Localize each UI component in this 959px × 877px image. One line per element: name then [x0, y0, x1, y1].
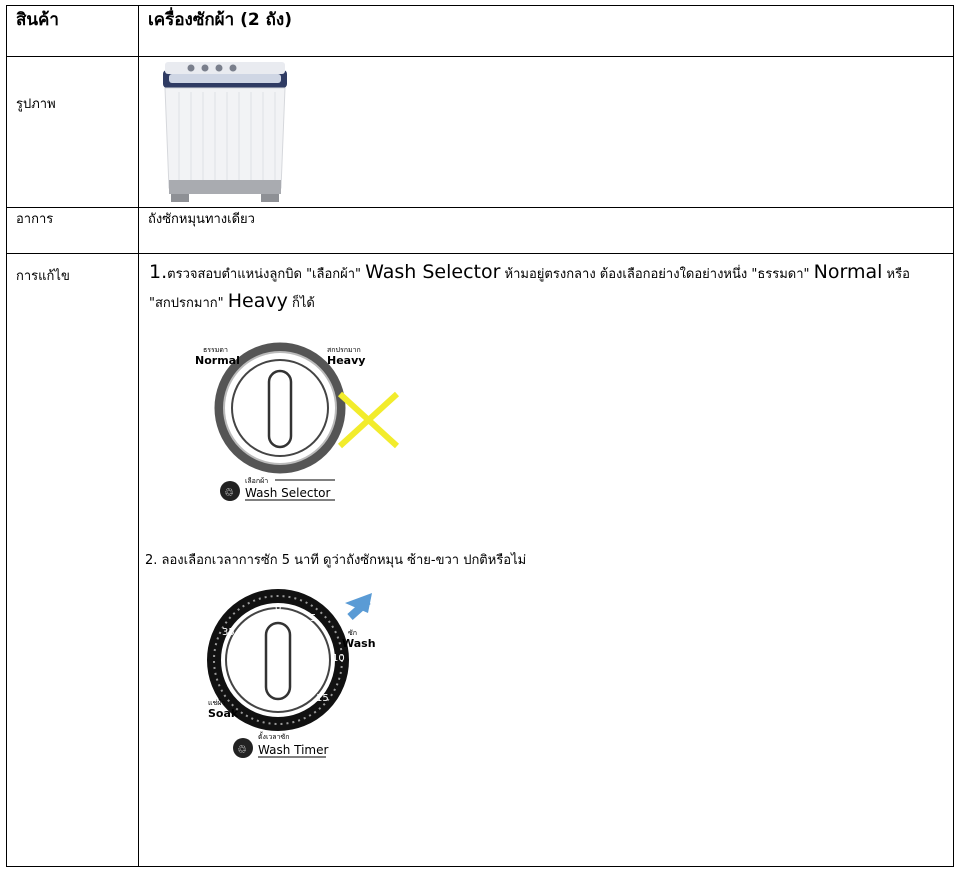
fix-label: การแก้ไข	[16, 269, 70, 284]
product-table	[6, 5, 954, 867]
header-label: สินค้า	[16, 10, 59, 30]
symptom-label: อาการ	[16, 212, 54, 227]
fix-step-1: 1.ตรวจสอบตำแหน่งลูกบิด "เลือกผ้า" Wash Selector ห้ามอยู่ตรงกลาง ต้องเลือกอย่างใดอย่างหนึ่ง "ธรรมดา" Normal หรือ "สกปรกมาก" Heavy ก็ได้	[149, 261, 910, 312]
svg-text:Soak: Soak	[208, 707, 239, 720]
wash-timer-dial-figure	[200, 585, 390, 765]
svg-text:ตั้งเวลาซัก: ตั้งเวลาซัก	[258, 733, 290, 741]
svg-text:35: 35	[222, 627, 235, 638]
fix-step-2: 2. ลองเลือกเวลาการซัก 5 นาที ดูว่าถังซักหมุน ซ้าย-ขวา ปกติหรือไม่	[145, 553, 527, 568]
svg-text:0: 0	[275, 603, 282, 614]
wash-timer-caption	[233, 730, 328, 758]
header-product-name: เครื่องซักผ้า (2 ถัง)	[148, 10, 292, 30]
svg-text:เลือกผ้า: เลือกผ้า	[245, 477, 269, 485]
svg-text:Wash Selector: Wash Selector	[245, 486, 331, 500]
header-row	[7, 6, 954, 57]
washing-machine-image	[155, 60, 295, 206]
symptom-row	[7, 208, 954, 254]
svg-text:♲: ♲	[224, 486, 234, 499]
svg-text:ซัก: ซัก	[348, 629, 357, 637]
svg-text:15: 15	[316, 693, 329, 704]
svg-text:♲: ♲	[237, 743, 247, 756]
svg-text:Wash Timer: Wash Timer	[258, 743, 329, 757]
svg-text:10: 10	[332, 653, 345, 664]
svg-text:แช่ผ้า: แช่ผ้า	[208, 699, 226, 707]
wash-selector-dial-figure	[185, 336, 425, 516]
image-row	[7, 57, 954, 208]
svg-text:5: 5	[310, 613, 317, 624]
symptom-value: ถังซักหมุนทางเดียว	[148, 212, 255, 227]
svg-text:ธรรมดา: ธรรมดา	[203, 346, 228, 354]
svg-text:Wash: Wash	[342, 637, 376, 650]
wash-selector-caption	[220, 477, 335, 501]
svg-text:Normal: Normal	[195, 354, 240, 367]
svg-text:Heavy: Heavy	[327, 354, 366, 367]
image-label: รูปภาพ	[16, 97, 56, 112]
svg-text:สกปรกมาก: สกปรกมาก	[327, 346, 361, 354]
